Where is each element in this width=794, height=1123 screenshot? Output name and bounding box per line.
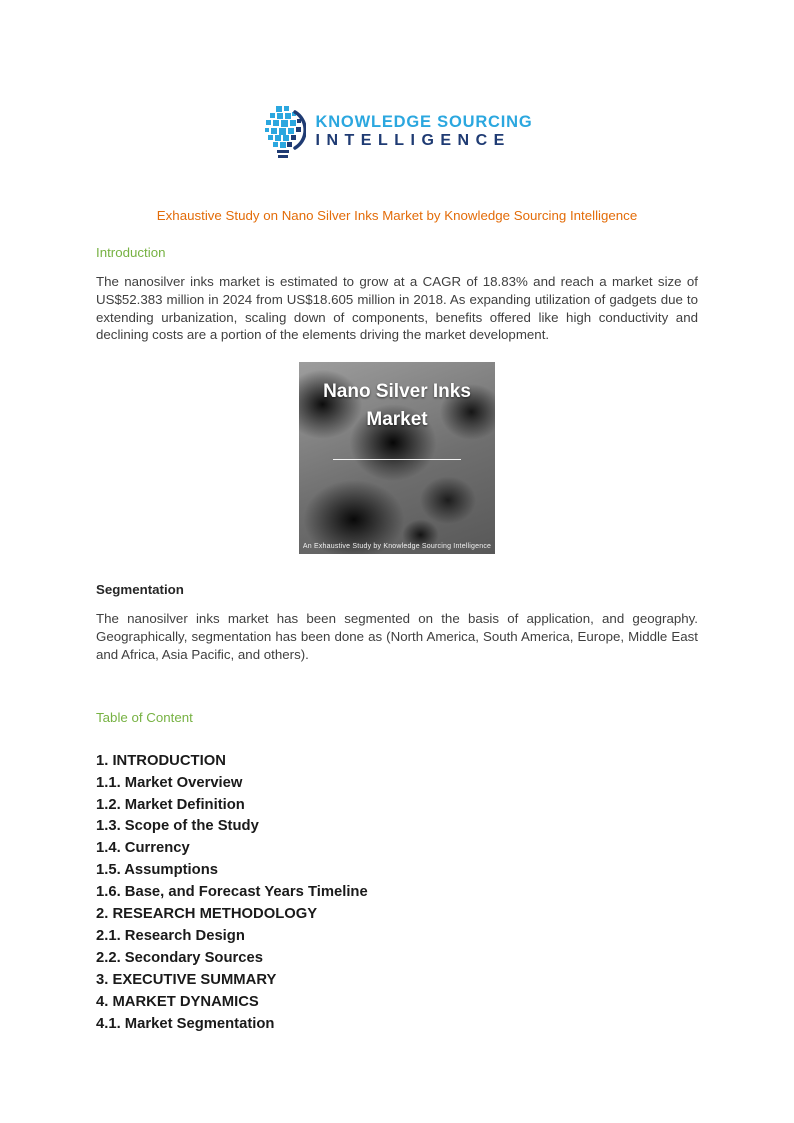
toc-item: 1.1. Market Overview — [96, 774, 243, 791]
logo-line1: KNOWLEDGE SOURCING — [315, 113, 533, 132]
toc-item: 1.4. Currency — [96, 840, 190, 857]
toc-item: 1. INTRODUCTION — [96, 752, 226, 769]
toc-item: 1.3. Scope of the Study — [96, 818, 259, 835]
figure-divider-line — [333, 459, 461, 460]
figure-title — [299, 378, 495, 433]
toc-item: 1.6. Base, and Forecast Years Timeline — [96, 884, 368, 901]
toc-item: 1.2. Market Definition — [96, 796, 245, 813]
segmentation-heading: Segmentation — [96, 582, 184, 598]
introduction-paragraph: The nanosilver inks market is estimated to grow at a CAGR of 18.83% and reach a market size of US$52.383 million in 2024 from US$18.605 million in 2018. As expanding utilization of gadgets due to extending urbanization, scaling down of components, benefits offered like high conductivity and declining costs are a portion of the elements driving the market development. — [96, 274, 698, 343]
nano-silver-inks-figure — [299, 362, 495, 554]
toc-item: 2.2. Secondary Sources — [96, 949, 263, 966]
figure-title-line1: Nano Silver Inks — [323, 381, 471, 403]
toc-item: 1.5. Assumptions — [96, 862, 218, 879]
toc-list — [96, 751, 698, 1036]
introduction-heading: Introduction — [96, 245, 166, 260]
segmentation-paragraph: The nanosilver inks market has been segmented on the basis of application, and geography. Geographically, segmentation has been done as (North America, South America, Europe, Middle East and Africa, Asia Pacific, and others). — [96, 611, 698, 662]
figure-caption: An Exhaustive Study by Knowledge Sourcing Intelligence — [302, 543, 492, 551]
toc-item: 2. RESEARCH METHODOLOGY — [96, 906, 318, 923]
toc-item: 2.1. Research Design — [96, 927, 245, 944]
figure-title-line2: Market — [366, 408, 428, 430]
logo — [96, 0, 698, 160]
toc-item: 4. MARKET DYNAMICS — [96, 993, 259, 1010]
logo-line2: INTELLIGENCE — [315, 132, 511, 150]
document-title: Exhaustive Study on Nano Silver Inks Market by Knowledge Sourcing Intelligence — [156, 208, 638, 223]
toc-item: 4.1. Market Segmentation — [96, 1015, 275, 1032]
toc-heading: Table of Content — [96, 709, 193, 725]
toc-item: 3. EXECUTIVE SUMMARY — [96, 971, 277, 988]
knowledge-sourcing-bulb-icon — [262, 104, 306, 160]
logo-text — [316, 113, 533, 150]
